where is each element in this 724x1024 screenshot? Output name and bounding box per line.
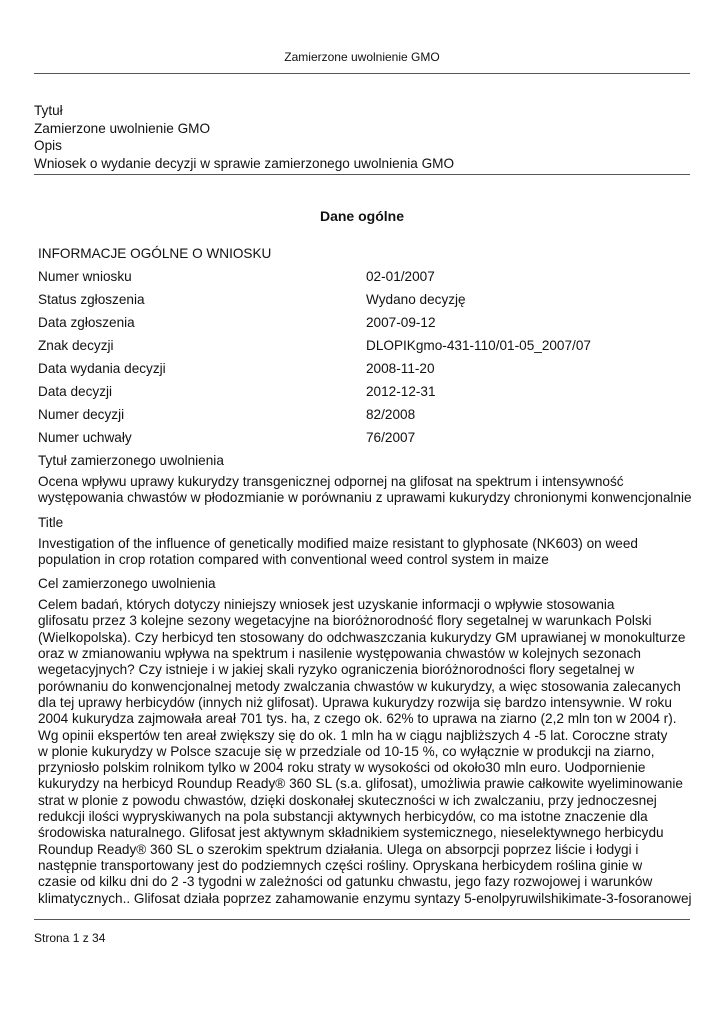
text-line: oraz w zmianowaniu wpływa na spektrum i nasilenie występowania chwastów w kolejnych sezonach [38, 646, 641, 662]
release-title-label: Tytuł zamierzonego uwolnienia [38, 453, 224, 468]
section-heading: Dane ogólne [319, 208, 404, 224]
field-value: 76/2007 [366, 430, 416, 445]
field-label: Znak decyzji [38, 338, 114, 353]
application-details [38, 244, 692, 913]
text-line: kukurydzy na herbicyd Roundup Ready® 360 SL (s.a. glifosat), umożliwia prawie całkowite wyeliminowanie [38, 776, 683, 792]
field-row [38, 428, 686, 451]
field-value: 2012-12-31 [366, 384, 436, 399]
text-line: population in crop rotation compared with conventional weed control system in maize [38, 551, 549, 567]
field-label: Numer uchwały [38, 430, 132, 445]
text-line: 2004 kukurydza zajmowała areał 701 tys. ha, z czego ok. 62% to uprawa na ziarno (2,2 mln ton w 2004 r). [38, 711, 677, 727]
title-value: Zamierzone uwolnienie GMO [34, 120, 211, 136]
field-value: 2007-09-12 [366, 315, 436, 330]
field-label: Data wydania decyzji [38, 361, 166, 376]
description-value: Wniosek o wydanie decyzji w sprawie zamierzonego uwolnienia GMO [34, 155, 455, 171]
field-label: Data decyzji [38, 384, 113, 399]
field-value: 02-01/2007 [366, 269, 435, 284]
purpose-text [38, 597, 692, 907]
field-row [38, 382, 686, 405]
field-row [38, 267, 686, 290]
text-line: dla tej uprawy herbicydów (innych niż glifosat). Uprawa kukurydzy rozwija się bardzo intensywnie. W roku [38, 694, 672, 710]
field-row [38, 290, 686, 313]
text-line: Investigation of the influence of genetically modified maize resistant to glyphosate (NK603) on weed [38, 535, 638, 551]
text-line: porównaniu do konwencjonalnej metody zwalczania chwastów w kukurydzy, a więc stosowania zalecanych [38, 678, 681, 694]
text-line: wegetacyjnych? Czy istnieje i w jakiej skali ryzyko ograniczenia bioróżnorodności flory segetalnej w [38, 662, 635, 678]
title-en-text [38, 536, 686, 569]
page-number: Strona 1 z 34 [34, 931, 106, 945]
text-line: redukcji ilości wypryskiwanych na pola substancji aktywnych herbicydów, co ma istotne znaczenie dla [38, 809, 648, 825]
document-meta [34, 102, 454, 172]
text-line: glifosatu przez 3 kolejne sezony wegetacyjne na bioróżnorodność flory segetalnej w warunkach Polski [38, 613, 652, 629]
field-value: Wydano decyzję [366, 292, 466, 307]
field-row [38, 359, 686, 382]
text-line: Celem badań, których dotyczy niniejszy wniosek jest uzyskanie informacji o wpływie stosowania [38, 597, 615, 613]
field-value: DLOPIKgmo-431-110/01-05_2007/07 [366, 338, 591, 353]
release-title-text [38, 474, 692, 507]
field-value: 2008-11-20 [366, 361, 435, 376]
description-label: Opis [34, 138, 62, 153]
text-line: Roundup Ready® 360 SL o szerokim spektrum działania. Ulega on absorpcji poprzez liście i łodygi i [38, 841, 639, 857]
field-label: Numer decyzji [38, 407, 125, 422]
text-line: strat w plonie z powodu chwastów, dzięki doskonałej skuteczności w ich zwalczaniu, przy jednoczesnej [38, 792, 657, 808]
text-line: występowania chwastów w płodozmianie w porównaniu z uprawami kukurydzy chronionymi konwencjonalnie [38, 490, 692, 506]
section-subheading: INFORMACJE OGÓLNE O WNIOSKU [38, 246, 272, 261]
field-row [38, 405, 686, 428]
title-en-label: Title [38, 514, 64, 530]
field-label: Status zgłoszenia [38, 292, 145, 307]
text-line: następnie transportowany jest do podziemnych części rośliny. Opryskana herbicydem roślina ginie w [38, 857, 643, 873]
purpose-label: Cel zamierzonego uwolnienia [38, 576, 216, 592]
header-divider [34, 73, 690, 74]
text-line: środowiska naturalnego. Glifosat jest aktywnym składnikiem systemicznego, nieselektywnego herbicydu [38, 825, 664, 841]
text-line: czasie od kilku dni do 2 -3 tygodni w zależności od gatunku chwastu, jego fazy rozwojowej i warunków [38, 874, 653, 890]
running-header: Zamierzone uwolnienie GMO [284, 50, 440, 64]
text-line: Ocena wpływu uprawy kukurydzy transgenicznej odpornej na glifosat na spektrum i intensywność [38, 474, 624, 489]
field-row [38, 336, 686, 359]
field-label: Data zgłoszenia [38, 315, 135, 330]
text-line: klimatycznych.. Glifosat działa poprzez zahamowanie enzymu syntazy 5-enolpyruwilshikimate-3-fosoranowej [38, 890, 692, 906]
text-line: (Wielkopolska). Czy herbicyd ten stosowany do odchwaszczania kukurydzy GM uprawianej w monokulturze [38, 629, 686, 645]
text-line: przyniosło polskim rolnikom tylko w 2004 roku straty w wysokości od około30 mln euro. Uodpornienie [38, 760, 646, 776]
title-label: Tytuł [34, 103, 63, 118]
field-row [38, 313, 686, 336]
field-value: 82/2008 [366, 407, 416, 422]
text-line: Wg opinii ekspertów ten areał zwiększy się do ok. 1 mln ha w ciągu najbliższych 4 -5 lat. Coroczne straty [38, 727, 668, 743]
footer-divider [34, 919, 690, 920]
field-label: Numer wniosku [38, 269, 132, 284]
text-line: w plonie kukurydzy w Polsce szacuje się w przedziale od 10-15 %, co wyłącznie w produkcji na ziarno, [38, 743, 655, 759]
meta-divider [34, 174, 690, 175]
